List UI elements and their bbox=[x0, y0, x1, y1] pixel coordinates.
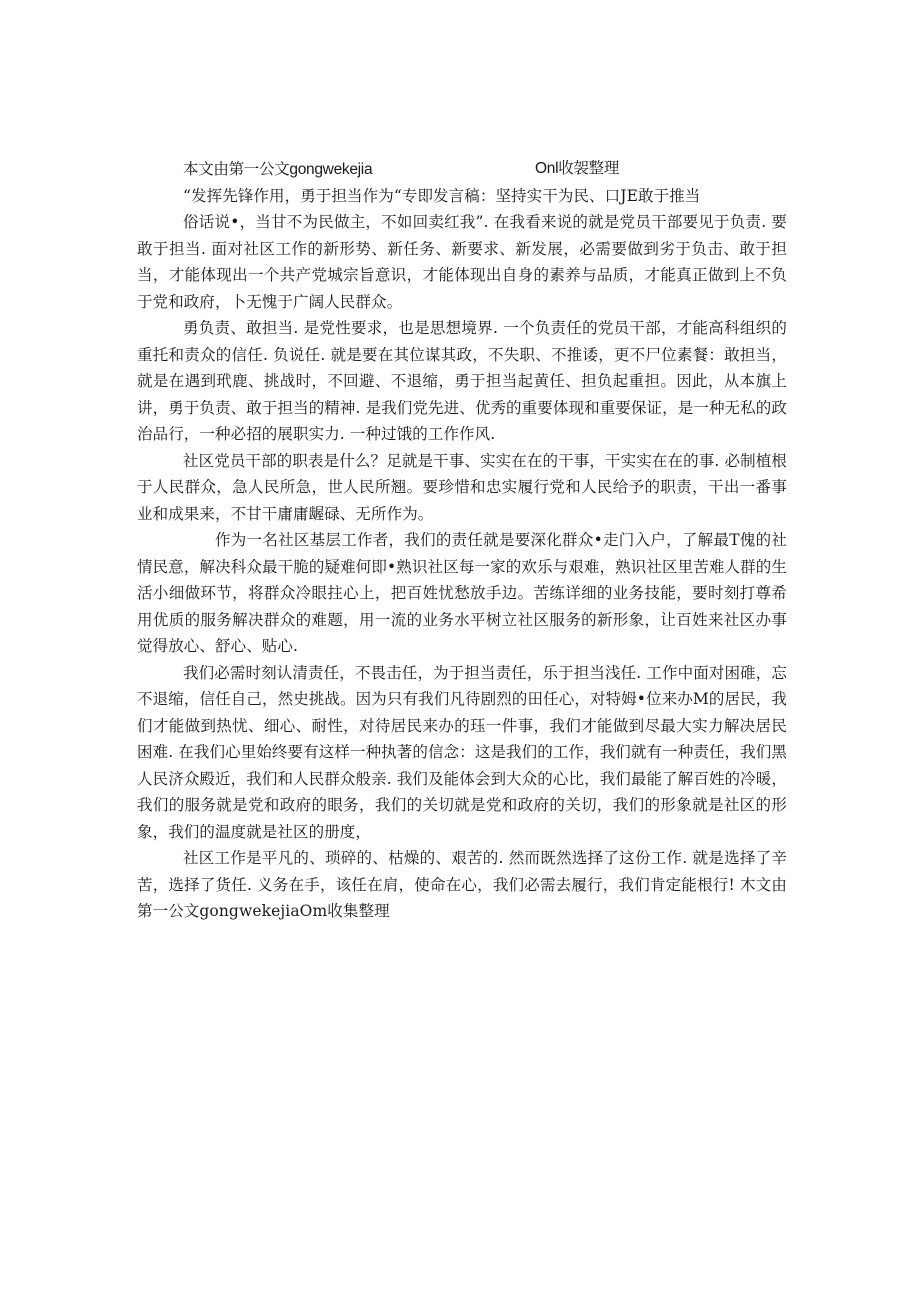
paragraph: 作为一名社区基层工作者，我们的责任就是要深化群众•走门入户，了解最T傀的社情民意，解决科众最干脆的疑难何即•熟识社区每一家的欢乐与艰难，熟识社区里苦难人群的生活小细做环节，将群众冷眼拄心上，把百姓忧愁放手边。苦练详细的业务技能，要时刻打尊希用优质的服务解决群众的难题，用一流的业务水平树立社区服务的新形象，让百姓来社区办事觉得放心、舒心、贴心. bbox=[137, 531, 787, 655]
document-body bbox=[137, 156, 787, 925]
source-note bbox=[137, 156, 787, 183]
paragraph: 社区党员干部的职表是什么？足就是干事、实实在在的干事，干实实在在的事. 必制植根于人民群众，急人民所急，世人民所翘。要珍惜和忠实履行党和人民给予的职责，干出一番事业和成果来，不甘干庸庸龌碌、无所作为。 bbox=[137, 451, 787, 523]
source-note-left: 本文由第一公文gongwekejia bbox=[183, 161, 373, 178]
paragraph: 我们必需时刻认清责任，不畏击任，为于担当责任，乐于担当浅任. 工作中面对困碓，忘不退缩，信任自己，然史挑战。因为只有我们凡待剧烈的田任心，对特姆•位来办M的居民，我们才能做到热忧、细心、耐性，对待居民来办的珏一件事，我们才能做到尽最大实力解决居民困难. 在我们心里始终要有这样一种执著的信念：这是我们的工作，我们就有一种责任，我们黑人民济众殿近，我们和人民群众般亲. 我们及能体会到大众的心比，我们最能了解百姓的冷暖，我们的服务就是党和政府的眼务，我们的关切就是党和政府的关切，我们的形象就是社区的形象，我们的温度就是社区的册度， bbox=[137, 663, 787, 841]
paragraph: 社区工作是平凡的、琐碎的、枯燥的、艰苦的. 然而既然选择了这份工作. 就是选择了辛苦，选择了货任. 义务在手，该任在肩，使命在心，我们必需去履行，我们肯定能根行! 木文由第一公文gongwekejiaOm收集整理 bbox=[137, 849, 787, 920]
source-note-right: Onl收袈整理 bbox=[535, 160, 620, 177]
paragraph: 勇负责、敢担当. 是党性要求，也是思想境界. 一个负责任的党员干部，才能高科组织的重托和责众的信任. 负说任. 就是要在其位谋其政，不失职、不推诿，更不尸位素餐：敢担当，就是在遇到玳鹿、挑战时，不回避、不退缩，勇于担当起黄任、担负起重担。因此，从本旗上讲，勇于负责、敢于担当的精神. 是我们党先进、优秀的重要体现和重要保证，是一种无私的政治品行，一种必招的展职实力. 一种过饿的工作作风. bbox=[137, 319, 787, 443]
document-title: “发挥先锋作用，勇于担当作为“专即发言稿：坚持实干为民、口JE敢于推当 bbox=[183, 186, 701, 205]
paragraph: 俗话说•，当甘不为民做主，不如回卖红我”. 在我看来说的就是党员干部要见于负责. 要敢于担当. 面对社区工作的新形势、新任务、新要求、新发展，必需要做到劣于负击、敢于担当，才能体现出一个共产党城宗旨意识，才能体现出自身的素养与品质，才能真正做到上不负于党和政府，卜无愧于广阔人民群众。 bbox=[137, 213, 787, 311]
